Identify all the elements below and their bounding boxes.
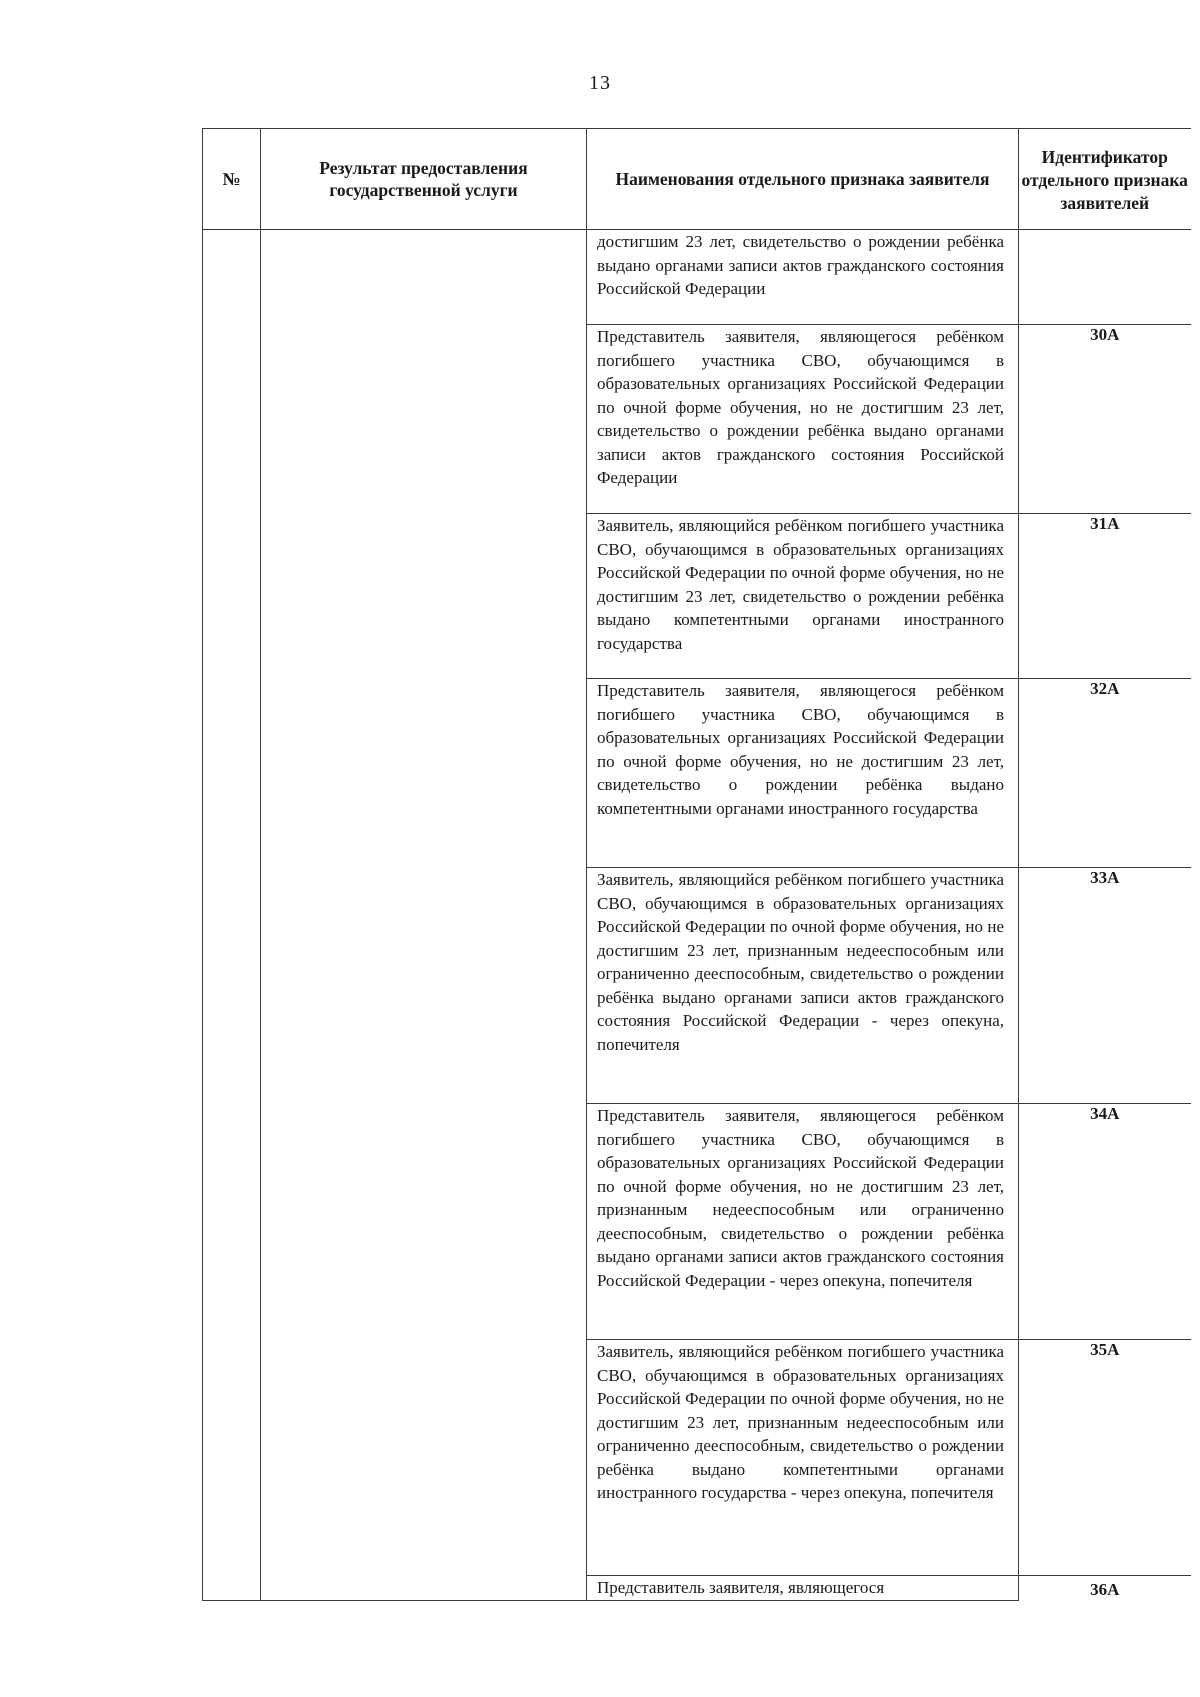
feature-code (1019, 230, 1191, 325)
table-header-row (203, 129, 1191, 230)
table-row (203, 230, 1191, 325)
header-feature-name: Наименования отдельного признака заявителя (587, 129, 1019, 230)
applicant-features-table (202, 128, 1191, 1601)
feature-description: Заявитель, являющийся ребёнком погибшего участника СВО, обучающимся в образовательных организациях Российской Федерации по очной форме обучения, но не достигшим 23 лет, признанным недееспособным или ограниченно дееспособным, свидетельство о рождении ребёнка выдано органами записи актов гражданского состояния Российской Федерации - через опекуна, попечителя (587, 868, 1019, 1104)
feature-description: Заявитель, являющийся ребёнком погибшего участника СВО, обучающимся в образовательных организациях Российской Федерации по очной форме обучения, но не достигшим 23 лет, признанным недееспособным или ограниченно дееспособным, свидетельство о рождении ребёнка выдано компетентными органами иностранного государства - через опекуна, попечителя (587, 1340, 1019, 1576)
feature-code: 30А (1019, 325, 1191, 514)
feature-code: 31А (1019, 514, 1191, 679)
header-result: Результат предоставления государственной услуги (261, 129, 587, 230)
feature-code: 36А (1019, 1576, 1191, 1601)
feature-description: Заявитель, являющийся ребёнком погибшего участника СВО, обучающимся в образовательных организациях Российской Федерации по очной форме обучения, но не достигшим 23 лет, свидетельство о рождении ребёнка выдано компетентными органами иностранного государства (587, 514, 1019, 679)
result-cell (261, 230, 587, 1601)
feature-description: Представитель заявителя, являющегося ребёнком погибшего участника СВО, обучающимся в образовательных организациях Российской Федерации по очной форме обучения, но не достигшим 23 лет, свидетельство о рождении ребёнка выдано органами записи актов гражданского состояния Российской Федерации (587, 325, 1019, 514)
header-number: № (203, 129, 261, 230)
number-cell (203, 230, 261, 1601)
feature-description: Представитель заявителя, являющегося ребёнком погибшего участника СВО, обучающимся в образовательных организациях Российской Федерации по очной форме обучения, но не достигшим 23 лет, свидетельство о рождении ребёнка выдано компетентными органами иностранного государства (587, 679, 1019, 868)
feature-code: 32А (1019, 679, 1191, 868)
feature-code: 35А (1019, 1340, 1191, 1576)
feature-description: достигшим 23 лет, свидетельство о рождении ребёнка выдано органами записи актов гражданского состояния Российской Федерации (587, 230, 1019, 325)
feature-code: 34А (1019, 1104, 1191, 1340)
feature-code: 33А (1019, 868, 1191, 1104)
page-number: 13 (589, 72, 611, 94)
header-feature-id: Идентификатор отдельного признака заявителей (1019, 129, 1191, 230)
feature-description: Представитель заявителя, являющегося ребёнком погибшего участника СВО, обучающимся в образовательных организациях Российской Федерации по очной форме обучения, но не достигшим 23 лет, признанным недееспособным или ограниченно дееспособным, свидетельство о рождении ребёнка выдано органами записи актов гражданского состояния Российской Федерации - через опекуна, попечителя (587, 1104, 1019, 1340)
feature-description: Представитель заявителя, являющегося (587, 1576, 1019, 1601)
